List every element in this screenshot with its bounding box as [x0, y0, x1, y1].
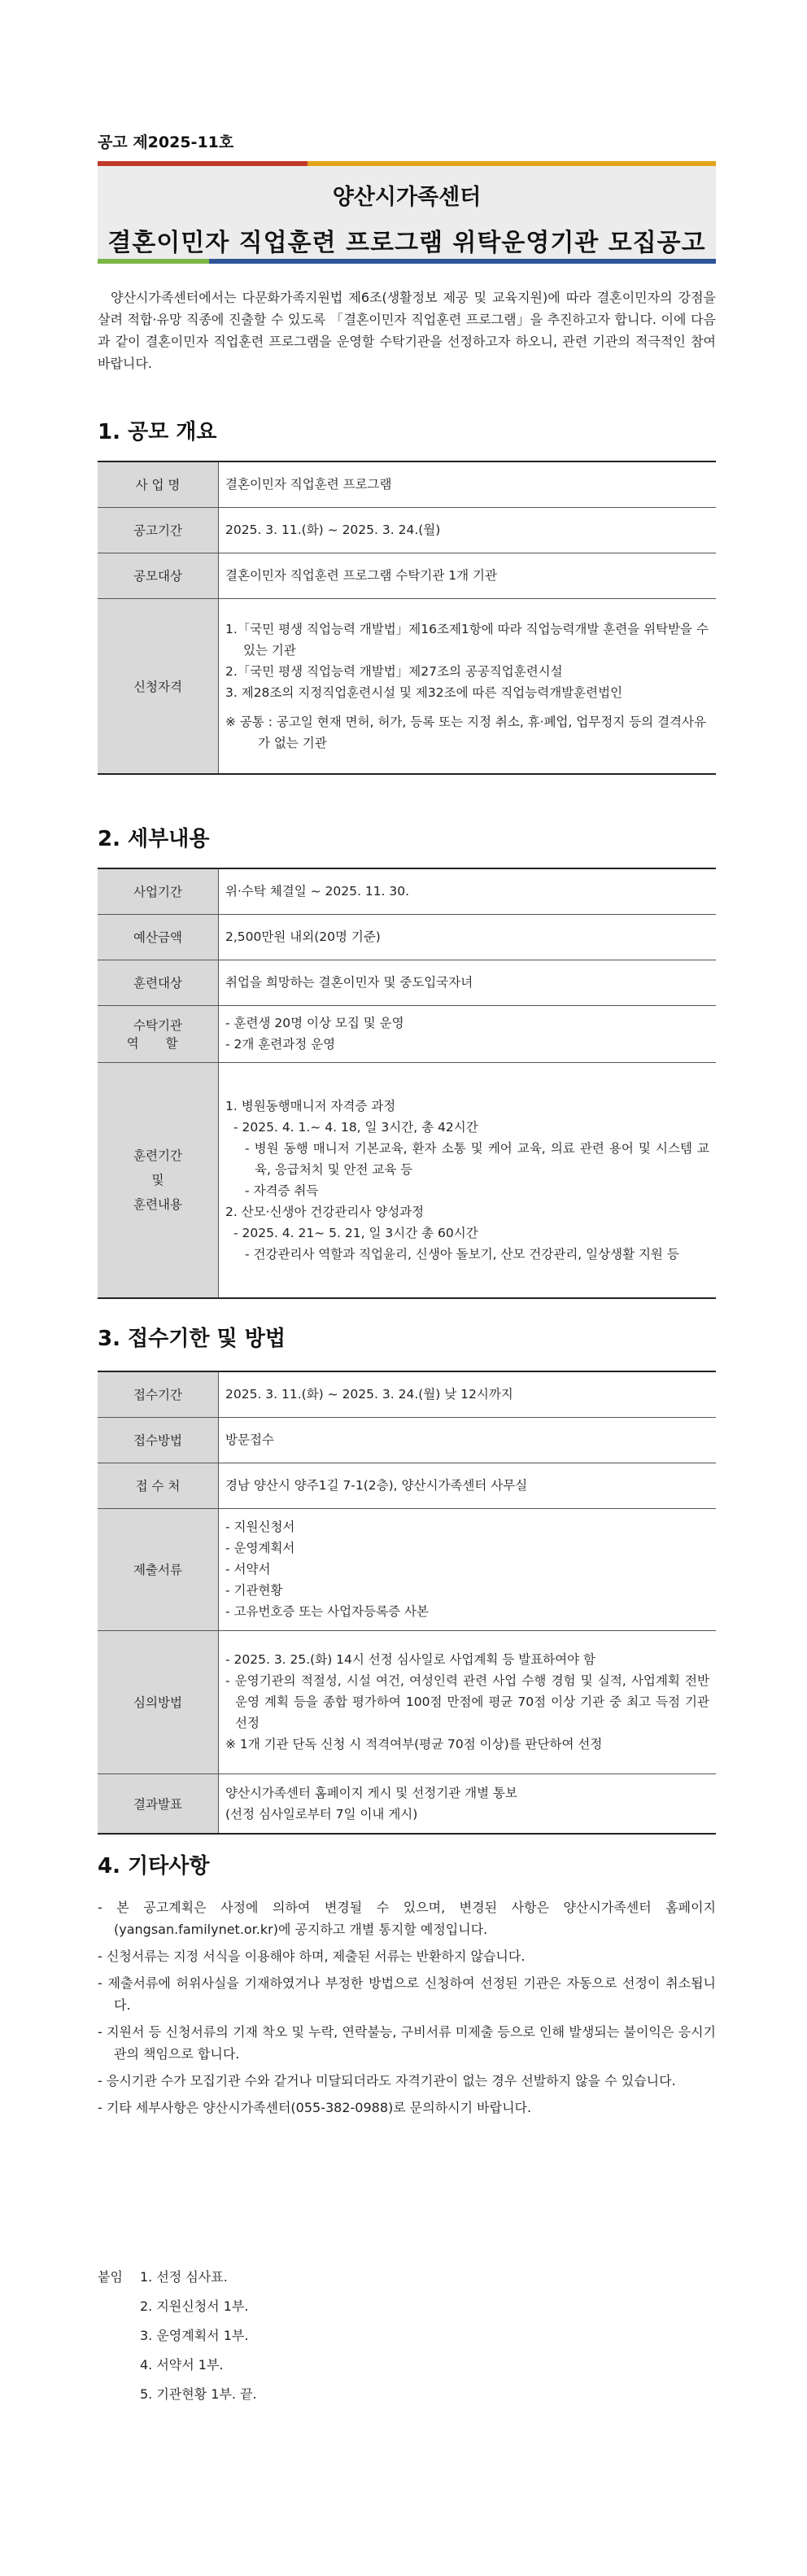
note-text: ※ 1개 기관 단독 신청 시 적격여부(평균 70점 이상)를 판단하여 선정	[225, 1737, 603, 1752]
table-row	[98, 1005, 716, 1062]
row-label: 예산금액	[98, 914, 219, 960]
row-value	[219, 1508, 717, 1630]
list-item: (선정 심사일로부터 7일 이내 게시)	[225, 1806, 418, 1822]
table-row	[98, 1062, 716, 1298]
row-label: 접수방법	[98, 1417, 219, 1463]
list-item: 3. 제28조의 지정직업훈련시설 및 제32조에 따른 직업능력개발훈련법인	[225, 684, 623, 700]
list-item: - 응시기관 수가 모집기관 수와 같거나 미달되더라도 자격기관이 없는 경우 선발하지 않을 수 있습니다.	[98, 2073, 676, 2088]
row-label: 사 업 명	[98, 461, 219, 507]
course-detail: - 자격증 취득	[245, 1183, 319, 1198]
table-row	[98, 914, 716, 960]
attachment-item: 4. 서약서 1부.	[140, 2357, 224, 2373]
list-item: 양산시가족센터 홈페이지 게시 및 선정기관 개별 통보	[225, 1785, 517, 1800]
title-bottom-rule	[98, 259, 716, 264]
row-value: 위·수탁 체결일 ~ 2025. 11. 30.	[219, 868, 717, 914]
table-row	[98, 553, 716, 598]
course-detail: - 건강관리사 역할과 직업윤리, 신생아 돌보기, 산모 건강관리, 일상생활 지원 등	[245, 1246, 679, 1262]
table-row	[98, 1417, 716, 1463]
title-organization: 양산시가족센터	[332, 185, 482, 210]
table-row	[98, 1371, 716, 1417]
table-row	[98, 960, 716, 1005]
list-item: - 지원서 등 신청서류의 기재 착오 및 누락, 연락불능, 구비서류 미제출 등으로 인해 발생되는 불이익은 응시기관의 책임으로 합니다.	[98, 2024, 716, 2062]
table-row	[98, 1463, 716, 1508]
course-period: - 2025. 4. 1.~ 4. 18, 일 3시간, 총 42시간	[233, 1119, 478, 1135]
row-value	[219, 598, 717, 774]
course-period: - 2025. 4. 21~ 5. 21, 일 3시간 총 60시간	[233, 1225, 478, 1240]
row-label-line: 훈련기간	[133, 1148, 182, 1163]
row-label-line: 및	[151, 1172, 164, 1187]
row-label-line: 역 할	[126, 1036, 190, 1051]
list-item: - 운영계획서	[225, 1541, 295, 1555]
attachment-item: 1. 선정 심사표.	[140, 2269, 228, 2285]
intro-text: 양산시가족센터에서는 다문화가족지원법 제6조(생활정보 제공 및 교육지원)에 따라 결혼이민자의 강점을 살려 적합·유망 직종에 진출할 수 있도록 「결혼이민자 직업훈련 프로그램」을 추진하고자 합니다. 이에 다음과 같이 결혼이민자 직업훈련 프로그램을 운영할 수탁기관을 선정하고자 하오니, 관련 기관의 적극적인 참여바랍니다.	[98, 290, 716, 371]
table-row	[98, 461, 716, 507]
section-3-table	[98, 1371, 716, 1835]
list-item: - 서약서	[225, 1562, 271, 1577]
row-value: 방문접수	[219, 1417, 717, 1463]
page-title: 결혼이민자 직업훈련 프로그램 위탁운영기관 모집공고	[107, 229, 706, 257]
course-detail: - 병원 동행 매니저 기본교육, 환자 소통 및 케어 교육, 의료 관련 용어 및 시스템 교육, 응급처치 및 안전 교육 등	[245, 1140, 709, 1177]
row-label: 결과발표	[98, 1773, 219, 1834]
section-1-table	[98, 461, 716, 775]
row-value	[219, 1630, 717, 1773]
row-label: 훈련대상	[98, 960, 219, 1005]
list-item: - 기관현황	[225, 1583, 283, 1598]
row-value: 결혼이민자 직업훈련 프로그램	[219, 461, 717, 507]
attachment-item: 5. 기관현황 1부. 끝.	[140, 2386, 257, 2402]
list-item: - 신청서류는 지정 서식을 이용해야 하며, 제출된 서류는 반환하지 않습니다.	[98, 1948, 526, 1964]
row-label: 공고기간	[98, 507, 219, 553]
row-value: 2025. 3. 11.(화) ~ 2025. 3. 24.(월)	[219, 507, 717, 553]
table-row	[98, 598, 716, 774]
section-3-title: 3. 접수기한 및 방법	[98, 1327, 286, 1351]
row-label: 심의방법	[98, 1630, 219, 1773]
list-item: 1.「국민 평생 직업능력 개발법」제16조제1항에 따라 직업능력개발 훈련을 위탁받을 수 있는 기관	[225, 621, 709, 658]
section-4-title: 4. 기타사항	[98, 1854, 210, 1878]
row-value	[219, 1005, 717, 1062]
list-item: - 본 공고계획은 사정에 의하여 변경될 수 있으며, 변경된 사항은 양산시가족센터 홈페이지(yangsan.familynet.or.kr)에 공지하고 개별 통지할 예정입니다.	[98, 1900, 716, 1937]
table-row	[98, 507, 716, 553]
course-name: 1. 병원동행매니저 자격증 과정	[225, 1098, 396, 1113]
list-item: - 제출서류에 허위사실을 기재하였거나 부정한 방법으로 신청하여 선정된 기관은 자동으로 선정이 취소됩니다.	[98, 1975, 716, 2013]
row-value: 경남 양산시 양주1길 7-1(2층), 양산시가족센터 사무실	[219, 1463, 717, 1508]
row-value: 취업을 희망하는 결혼이민자 및 중도입국자녀	[219, 960, 717, 1005]
section-2-table	[98, 868, 716, 1299]
row-label: 접수기간	[98, 1371, 219, 1417]
note-text: ※ 공통 : 공고일 현재 면허, 허가, 등록 또는 지정 취소, 휴·폐업, 업무정지 등의 결격사유가 없는 기관	[225, 714, 706, 750]
table-row	[98, 1630, 716, 1773]
list-item: - 2개 훈련과정 운영	[225, 1037, 336, 1052]
table-row	[98, 1508, 716, 1630]
row-label-line: 수탁기관	[133, 1018, 182, 1033]
row-label: 공모대상	[98, 553, 219, 598]
list-item: - 운영기관의 적절성, 시설 여건, 여성인력 관련 사업 수행 경험 및 실적, 사업계획 전반 운영 계획 등을 종합 평가하여 100점 만점에 평균 70점 이상 기관 중 최고 득점 기관 선정	[225, 1673, 709, 1730]
row-label: 제출서류	[98, 1508, 219, 1630]
row-value	[219, 1773, 717, 1834]
section-1-title: 1. 공모 개요	[98, 420, 217, 444]
list-item: - 훈련생 20명 이상 모집 및 운영	[225, 1016, 404, 1030]
list-item: - 2025. 3. 25.(화) 14시 선정 심사일로 사업계획 등 발표하여야 함	[225, 1652, 595, 1667]
list-item: 2.「국민 평생 직업능력 개발법」제27조의 공공직업훈련시설	[225, 663, 563, 679]
course-name: 2. 산모·신생아 건강관리사 양성과정	[225, 1204, 425, 1219]
list-item: - 고유번호증 또는 사업자등록증 사본	[225, 1604, 429, 1619]
row-label-line: 훈련내용	[133, 1196, 182, 1212]
list-item: - 지원신청서	[225, 1520, 295, 1534]
attachment-item: 3. 운영계획서 1부.	[140, 2328, 249, 2343]
table-row	[98, 1773, 716, 1834]
row-value: 2,500만원 내외(20명 기준)	[219, 914, 717, 960]
row-label: 사업기간	[98, 868, 219, 914]
title-box	[98, 166, 716, 259]
intro-paragraph	[98, 286, 716, 374]
attachments	[98, 2263, 257, 2409]
row-label: 접 수 처	[98, 1463, 219, 1508]
notice-number: 공고 제2025-11호	[98, 133, 234, 151]
section-2-title: 2. 세부내용	[98, 827, 210, 851]
table-row	[98, 868, 716, 914]
row-value	[219, 1062, 717, 1298]
attachments-label: 붙임	[98, 2269, 123, 2285]
row-label: 신청자격	[98, 598, 219, 774]
row-label	[98, 1005, 219, 1062]
row-value: 2025. 3. 11.(화) ~ 2025. 3. 24.(월) 낮 12시까지	[219, 1371, 717, 1417]
list-item: - 기타 세부사항은 양산시가족센터(055-382-0988)로 문의하시기 바랍니다.	[98, 2100, 532, 2115]
row-value: 결혼이민자 직업훈련 프로그램 수탁기관 1개 기관	[219, 553, 717, 598]
row-label	[98, 1062, 219, 1298]
etc-list	[98, 1896, 716, 2123]
attachment-item: 2. 지원신청서 1부.	[140, 2298, 249, 2314]
